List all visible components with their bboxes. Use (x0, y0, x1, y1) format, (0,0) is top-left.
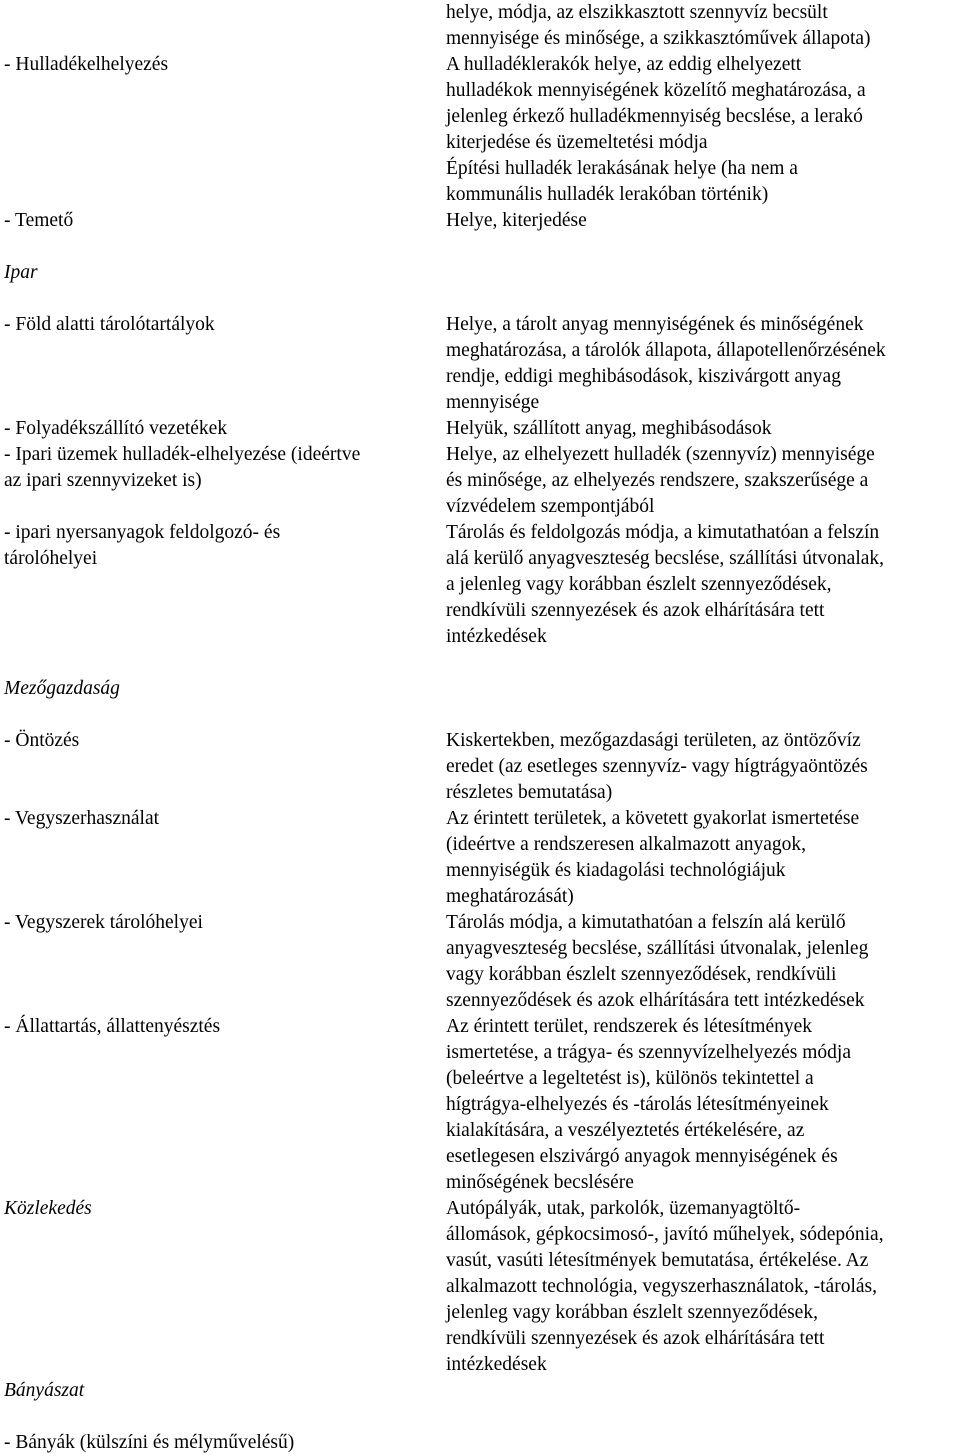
section-heading-ipar: Ipar (4, 262, 38, 283)
text-line: és minősége, az elhelyezés rendszere, szakszerűsége a (446, 470, 869, 491)
text-line: Tárolás módja, a kimutathatóan a felszín alá kerülő (446, 912, 846, 933)
row-label-folyadekszallito-vezetekek: - Folyadékszállító vezetékek (4, 418, 228, 439)
row-label-ipari-nyersanyagok: - ipari nyersanyagok feldolgozó- és (4, 522, 281, 543)
text-line: esetlegesen elszivárgó anyagok mennyiségének és (446, 1146, 838, 1167)
text-line: vasút, vasúti létesítmények bemutatása, értékelése. Az (446, 1250, 869, 1271)
text-line: minőségének becslésére (446, 1172, 634, 1193)
section-heading-mezogazdasag: Mezőgazdaság (4, 678, 120, 699)
text-line: kiterjedése és üzemeltetési módja (446, 132, 708, 153)
row-label-hulladekelhelyezes: - Hulladékelhelyezés (4, 54, 169, 75)
text-line: részletes bemutatása) (446, 782, 613, 803)
row-label-ipari-uzemek-cont: az ipari szennyvizeket is) (4, 470, 202, 491)
text-line: a jelenleg vagy korábban észlelt szennyeződések, (446, 574, 832, 595)
text-line: eredet (az esetleges szennyvíz- vagy hígtrágyaöntözés (446, 756, 868, 777)
text-line: intézkedések (446, 1354, 547, 1375)
text-line: mennyiségük és kiadagolási technológiájuk (446, 860, 786, 881)
row-label-allattartas: - Állattartás, állattenyésztés (4, 1016, 221, 1037)
text-line: (beleértve a legeltetést is), különös tekintettel a (446, 1068, 814, 1089)
row-label-fold-alatti-tarolotartalyok: - Föld alatti tárolótartályok (4, 314, 215, 335)
text-line: kommunális hulladék lerakóban történik) (446, 184, 769, 205)
section-heading-kozlekedes: Közlekedés (4, 1198, 92, 1219)
text-line: intézkedések (446, 626, 547, 647)
row-label-banyak: - Bányák (külszíni és mélyművelésű) (4, 1432, 295, 1453)
text-line: vízvédelem szempontjából (446, 496, 655, 517)
row-label-vegyszerhasznalat: - Vegyszerhasználat (4, 808, 160, 829)
text-line: szennyeződések és azok elhárítására tett intézkedések (446, 990, 865, 1011)
text-line: rendkívüli szennyezések és azok elhárítására tett (446, 600, 825, 621)
text-line: anyagveszteség becslése, szállítási útvonalak, jelenleg (446, 938, 869, 959)
text-line: Tárolás és feldolgozás módja, a kimutathatóan a felszín (446, 522, 880, 543)
text-line: Autópályák, utak, parkolók, üzemanyagtöltő- (446, 1198, 801, 1219)
row-label-vegyszerek-tarolohelyei: - Vegyszerek tárolóhelyei (4, 912, 203, 933)
text-line: Építési hulladék lerakásának helye (ha nem a (446, 158, 798, 179)
text-line: Helye, az elhelyezett hulladék (szennyvíz) mennyisége (446, 444, 875, 465)
section-heading-banyaszat: Bányászat (4, 1380, 85, 1401)
text-line: helye, módja, az elszikkasztott szennyvíz becsült (446, 2, 828, 23)
text-line: mennyisége (446, 392, 540, 413)
text-line: A hulladéklerakók helye, az eddig elhelyezett (446, 54, 802, 75)
text-line: alkalmazott technológia, vegyszerhasználatok, -tárolás, (446, 1276, 877, 1297)
text-line: meghatározása, a tárolók állapota, állapotellenőrzésének (446, 340, 886, 361)
text-line: hígtrágya-elhelyezés és -tárolás létesítményeinek (446, 1094, 829, 1115)
row-label-ipari-nyersanyagok-cont: tárolóhelyei (4, 548, 98, 569)
text-line: Helye, kiterjedése (446, 210, 587, 231)
text-line: állomások, gépkocsimosó-, javító műhelyek, sódepónia, (446, 1224, 884, 1245)
text-line: vagy korábban észlelt szennyeződések, rendkívüli (446, 964, 837, 985)
text-line: kialakítására, a veszélyeztetés értékelésére, az (446, 1120, 805, 1141)
text-line: meghatározását) (446, 886, 574, 907)
text-line: Az érintett területek, a követett gyakorlat ismertetése (446, 808, 860, 829)
row-label-ipari-uzemek: - Ipari üzemek hulladék-elhelyezése (ideértve (4, 444, 361, 465)
text-line: rendkívüli szennyezések és azok elhárítására tett (446, 1328, 825, 1349)
text-line: jelenleg vagy korábban észlelt szennyeződések, (446, 1302, 818, 1323)
text-line: jelenleg érkező hulladékmennyiség becslése, a lerakó (446, 106, 863, 127)
text-line: ismertetése, a trágya- és szennyvízelhelyezés módja (446, 1042, 851, 1063)
text-line: hulladékok mennyiségének közelítő meghatározása, a (446, 80, 866, 101)
row-label-temeto: - Temető (4, 210, 74, 231)
row-label-ontozes: - Öntözés (4, 730, 80, 751)
text-line: Helyük, szállított anyag, meghibásodások (446, 418, 772, 439)
text-line: rendje, eddigi meghibásodások, kiszivárgott anyag (446, 366, 841, 387)
text-line: alá kerülő anyagveszteség becslése, szállítási útvonalak, (446, 548, 885, 569)
text-line: Helye, a tárolt anyag mennyiségének és minőségének (446, 314, 864, 335)
text-line: (ideértve a rendszeresen alkalmazott anyagok, (446, 834, 807, 855)
text-line: Kiskertekben, mezőgazdasági területen, az öntözővíz (446, 730, 861, 751)
text-line: mennyisége és minősége, a szikkasztóművek állapota) (446, 28, 871, 49)
text-line: Az érintett terület, rendszerek és létesítmények (446, 1016, 813, 1037)
